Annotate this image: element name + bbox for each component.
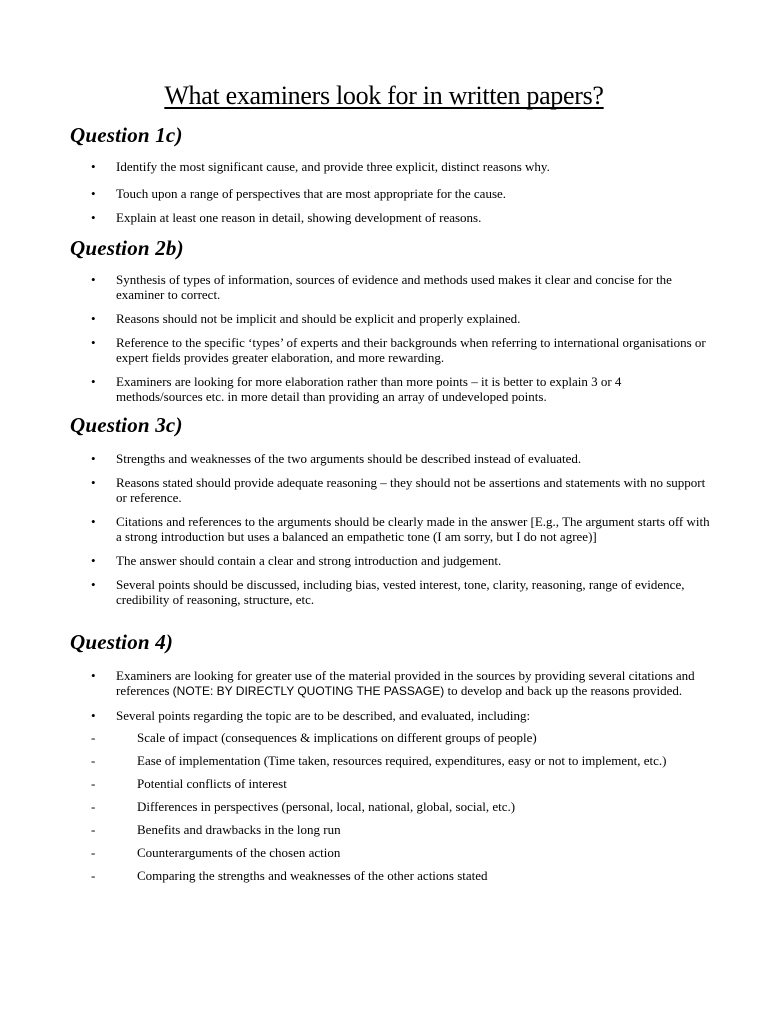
bullet-text: Several points regarding the topic are to be described, and evaluated, including: (116, 708, 531, 723)
section-question-4 (70, 629, 710, 883)
bullet-item: • Strengths and weaknesses of the two arguments should be described instead of evaluated. (70, 451, 710, 466)
bullet-list (70, 451, 710, 607)
bullet-text: Examiners are looking for greater use of the material provided in the sources by providing several citations and references (116, 668, 695, 698)
bullet-item: • Reasons should not be implicit and should be explicit and properly explained. (70, 311, 710, 326)
section-heading: Question 2b) (70, 236, 184, 260)
section-question-2b (70, 235, 710, 404)
dash-item: - Comparing the strengths and weaknesses of the other actions stated (91, 868, 710, 883)
bullet-item (70, 668, 710, 699)
dash-item: - Ease of implementation (Time taken, resources required, expenditures, easy or not to implement, etc.) (91, 753, 710, 768)
dash-list (91, 730, 710, 883)
bullet-item: • The answer should contain a clear and strong introduction and judgement. (70, 553, 710, 568)
dash-item: - Scale of impact (consequences & implications on different groups of people) (91, 730, 710, 745)
section-heading: Question 4) (70, 630, 174, 654)
dash-item: - Benefits and drawbacks in the long run (91, 822, 710, 837)
bullet-item (70, 708, 710, 883)
dash-item: - Differences in perspectives (personal, local, national, global, social, etc.) (91, 799, 710, 814)
section-heading: Question 3c) (70, 413, 183, 437)
bullet-item: • Explain at least one reason in detail, showing development of reasons. (70, 210, 710, 225)
bullet-list (70, 159, 710, 225)
page-title (0, 80, 768, 112)
bullet-item: • Citations and references to the arguments should be clearly made in the answer [E.g., The argument starts off with a strong introduction but uses a balanced an empathetic tone (I am sorry, but I do not agree)] (70, 514, 710, 544)
bullet-text: to develop and back up the reasons provided. (444, 683, 683, 698)
bullet-item: • Synthesis of types of information, sources of evidence and methods used makes it clear and concise for the examiner to correct. (70, 272, 710, 302)
section-question-3c (70, 412, 710, 607)
bullet-note: (NOTE: BY DIRECTLY QUOTING THE PASSAGE) (172, 684, 445, 698)
section-question-1c (70, 122, 710, 225)
dash-item: - Counterarguments of the chosen action (91, 845, 710, 860)
bullet-item: • Several points should be discussed, including bias, vested interest, tone, clarity, reasoning, range of evidence, credibility of reasoning, structure, etc. (70, 577, 710, 607)
section-heading: Question 1c) (70, 123, 183, 147)
bullet-item: • Reasons stated should provide adequate reasoning – they should not be assertions and statements with no support or reference. (70, 475, 710, 505)
dash-item: - Potential conflicts of interest (91, 776, 710, 791)
bullet-item: • Reference to the specific ‘types’ of experts and their backgrounds when referring to international organisations or expert fields provides greater elaboration, and more rewarding. (70, 335, 710, 365)
bullet-list (70, 668, 710, 883)
bullet-list (70, 272, 710, 404)
bullet-item: • Examiners are looking for more elaboration rather than more points – it is better to explain 3 or 4 methods/sources etc. in more detail than providing an array of undeveloped points. (70, 374, 710, 404)
bullet-item: • Touch upon a range of perspectives that are most appropriate for the cause. (70, 186, 710, 201)
page-title-text: What examiners look for in written papers? (164, 81, 604, 110)
bullet-item: • Identify the most significant cause, and provide three explicit, distinct reasons why. (70, 159, 710, 174)
